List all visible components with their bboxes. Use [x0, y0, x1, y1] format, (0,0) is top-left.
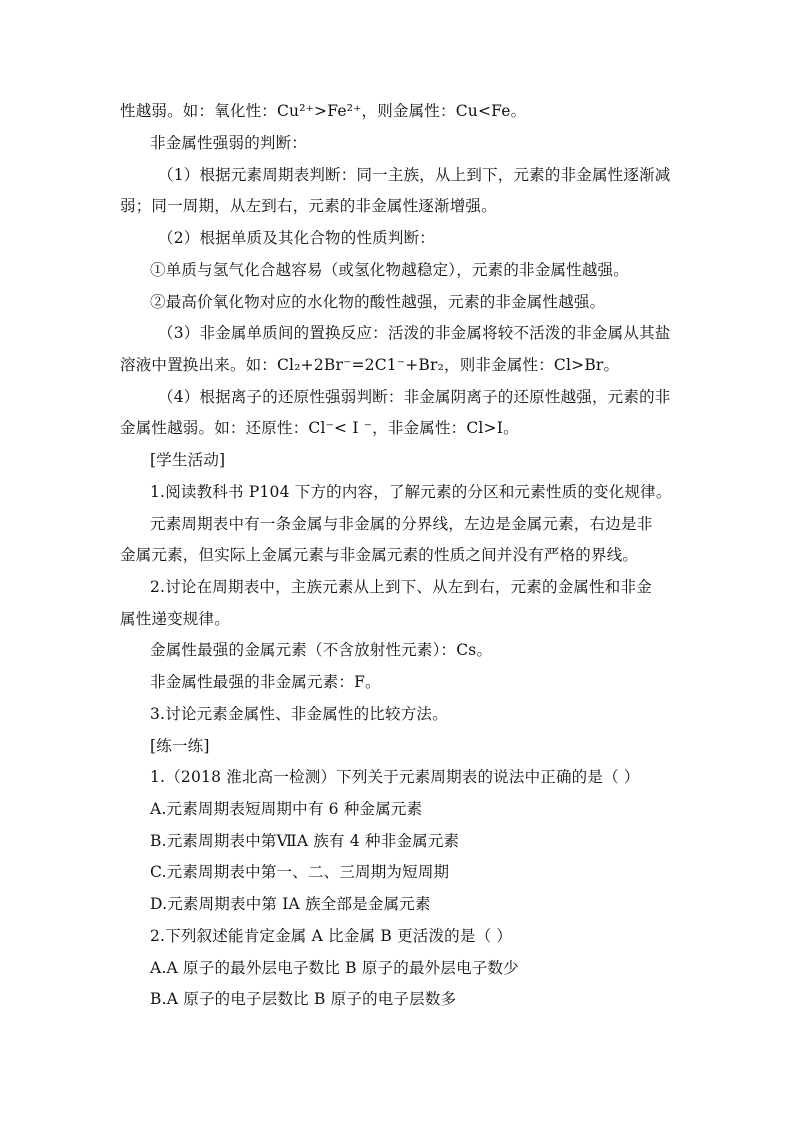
text-line: （3）非金属单质间的置换反应：活泼的非金属将较不活泼的非金属从其盐: [158, 324, 671, 342]
text-line: 非金属性最强的非金属元素：F。: [150, 673, 381, 691]
answer-option: A.元素周期表短周期中有 6 种金属元素: [150, 800, 423, 818]
text-line: （2）根据单质及其化合物的性质判断：: [158, 229, 435, 247]
text-line: 属性递变规律。: [120, 610, 230, 628]
answer-option: B.元素周期表中第ⅦA 族有 4 种非金属元素: [150, 832, 460, 850]
text-line: 溶液中置换出来。如：Cl₂+2Br⁻=2C1⁻+Br₂，则非金属性：Cl>Br。: [120, 356, 620, 374]
text-line: （1）根据元素周期表判断：同一主族，从上到下，元素的非金属性逐渐减: [158, 166, 671, 184]
text-line: ②最高价氧化物对应的水化物的酸性越强，元素的非金属性越强。: [150, 293, 606, 311]
text-line: 金属性最强的金属元素（不含放射性元素）：Cs。: [150, 641, 493, 659]
text-line: （4）根据离子的还原性强弱判断：非金属阴离子的还原性越强，元素的非: [158, 388, 671, 406]
text-line: 性越弱。如：氧化性：Cu²⁺>Fe²⁺，则金属性：Cu<Fe。: [120, 102, 527, 120]
text-line: 2.讨论在周期表中，主族元素从上到下、从左到右，元素的金属性和非金: [150, 578, 652, 596]
text-line: 3.讨论元素金属性、非金属性的比较方法。: [150, 705, 448, 723]
text-line: 金属元素，但实际上金属元素与非金属元素的性质之间并没有严格的界线。: [120, 546, 639, 564]
text-line: ①单质与氢气化合越容易（或氢化物越稳定），元素的非金属性越强。: [150, 261, 629, 279]
answer-option: C.元素周期表中第一、二、三周期为短周期: [150, 863, 450, 881]
answer-option: D.元素周期表中第 IA 族全部是金属元素: [150, 895, 431, 913]
section-heading: [学生活动]: [150, 451, 226, 469]
text-line: 1.阅读教科书 P104 下方的内容，了解元素的分区和元素性质的变化规律。: [150, 483, 672, 501]
section-heading: [练一练]: [150, 737, 210, 755]
text-line: 弱；同一周期，从左到右，元素的非金属性逐渐增强。: [120, 197, 497, 215]
text-line: 金属性越弱。如：还原性：Cl⁻< I ⁻，非金属性：Cl>I。: [120, 419, 519, 437]
section-heading: 非金属性强弱的判断：: [150, 134, 308, 152]
question-stem: 1.（2018 淮北高一检测）下列关于元素周期表的说法中正确的是（ ）: [150, 768, 640, 786]
answer-option: B.A 原子的电子层数比 B 原子的电子层数多: [150, 990, 457, 1008]
answer-option: A.A 原子的最外层电子数比 B 原子的最外层电子数少: [150, 959, 519, 977]
text-line: 元素周期表中有一条金属与非金属的分界线，左边是金属元素，右边是非: [150, 515, 653, 533]
question-stem: 2.下列叙述能肯定金属 A 比金属 B 更活泼的是（ ）: [150, 927, 513, 945]
